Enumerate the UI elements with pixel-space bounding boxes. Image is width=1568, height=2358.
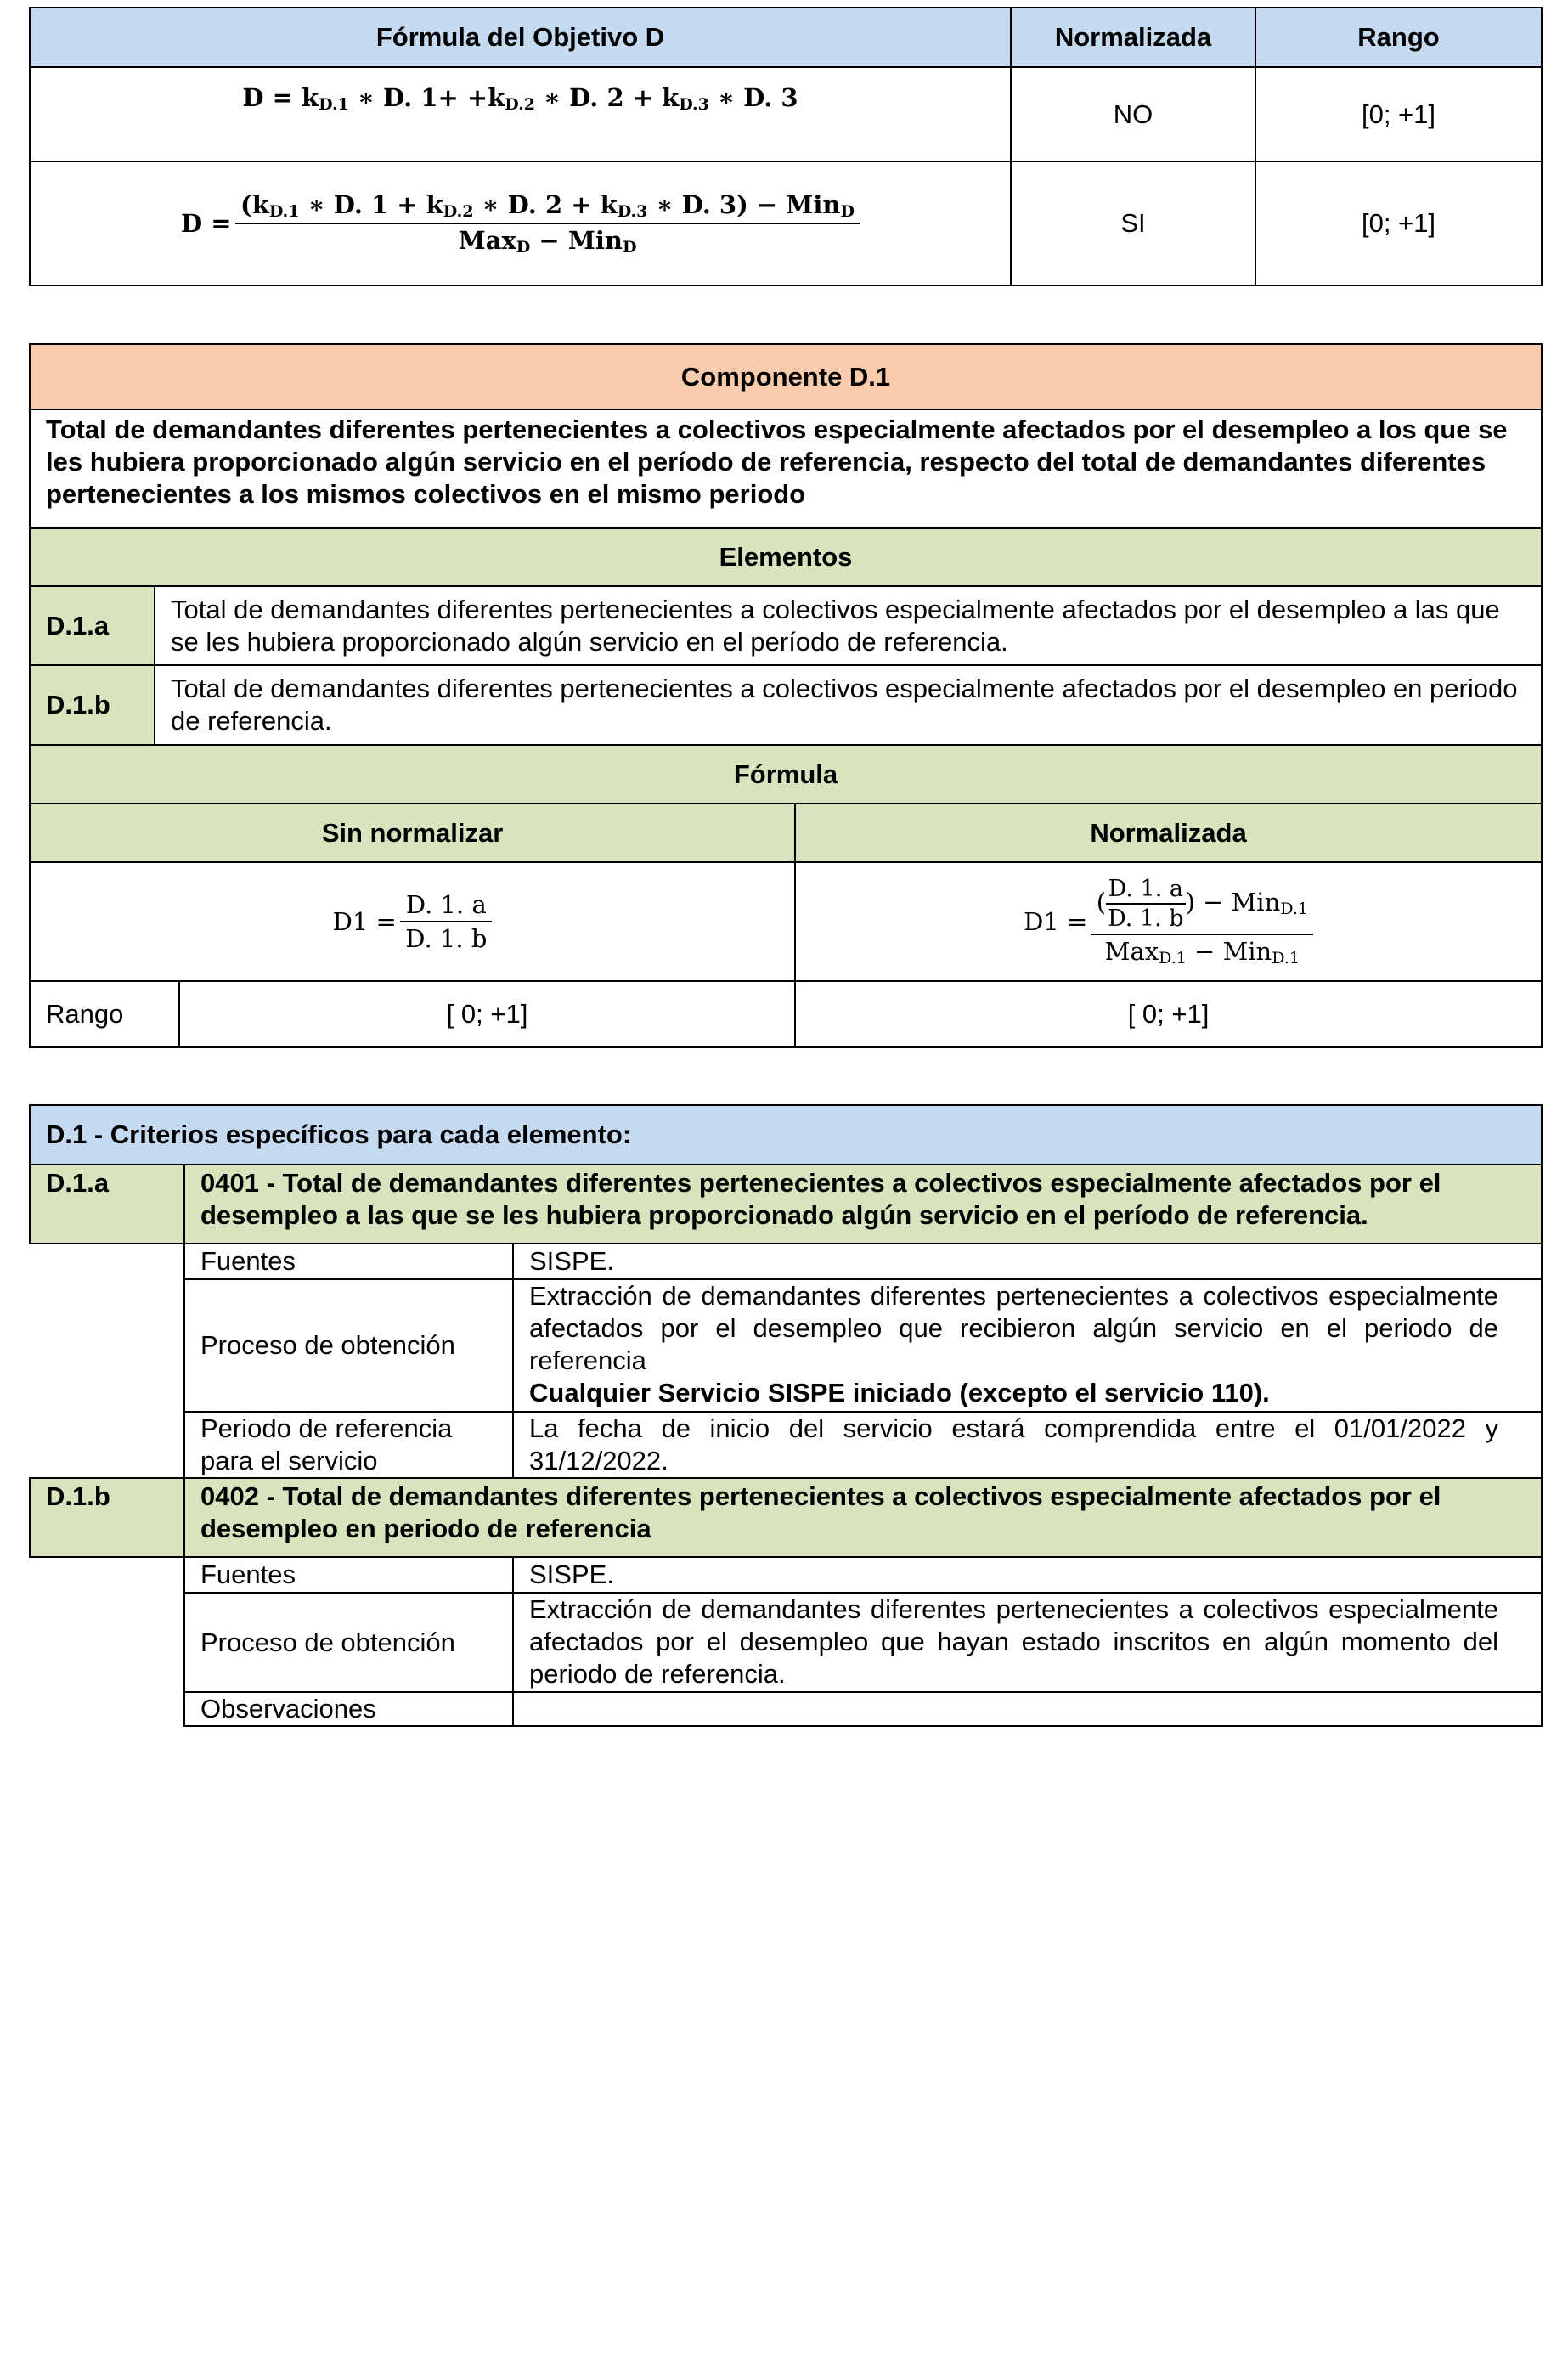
criterios-title: D.1 - Criterios específicos para cada elemento: [30,1105,1542,1165]
sin-normalizar-header: Sin normalizar [30,804,795,862]
rango-label: Rango [30,981,179,1047]
spacer [30,1692,184,1726]
header-formula: Fórmula del Objetivo D [30,8,1011,67]
observaciones-value-d1b [513,1692,1542,1726]
spacer [30,1557,184,1593]
proceso-value-d1b: Extracción de demandantes diferentes pertenecientes a colectivos especialmente afectados por el desempleo que hayan estado inscritos en algún momento del periodo de referencia. [513,1593,1542,1692]
periodo-value-d1a: La fecha de inicio del servicio estará comprendida entre el 01/01/2022 y 31/12/2022. [513,1412,1542,1478]
row2-rango: [0; +1] [1255,161,1542,285]
spacer [30,1279,184,1412]
formula-title: Fórmula [30,745,1542,804]
formula-d1-normalizada: D1 = ( $\frac{D. 1. a}{D. 1. b}$ ) − Min$_{D.1}$ Max$_{D.1}$ − Min$_{D.1}$ [795,862,1542,981]
proceso-label-d1b: Proceso de obtención [184,1593,513,1692]
spacer [30,1593,184,1692]
row1-rango: [0; +1] [1255,67,1542,161]
elemento-code-d1b: D.1.b [30,665,155,745]
proceso-value-d1a: Extracción de demandantes diferentes pertenecientes a colectivos especialmente afectados por el desempleo que recibieron algún servicio en el periodo de referencia Cualquier Servicio SISPE iniciado (excepto el servicio 110). [513,1279,1542,1412]
fuentes-value-d1b: SISPE. [513,1557,1542,1593]
criterio-code-d1a: D.1.a [30,1165,184,1244]
row1-normalizada: NO [1011,67,1255,161]
componente-d1-table [29,343,1543,1048]
periodo-label-d1a: Periodo de referencia para el servicio [184,1412,513,1478]
rango-sin-normalizar: [ 0; +1] [179,981,795,1047]
row2-normalizada: SI [1011,161,1255,285]
criterios-table [29,1104,1543,1727]
objetivo-d-table [29,7,1543,286]
formula-d1-sin-normalizar: D1 = $\frac{D. 1. a}{D. 1. b}$ [30,862,795,981]
fuentes-label-d1a: Fuentes [184,1244,513,1279]
criterio-heading-d1a: 0401 - Total de demandantes diferentes pertenecientes a colectivos especialmente afectados por el desempleo a las que se les hubiera proporcionado algún servicio en el período de referencia. [184,1165,1542,1244]
criterio-heading-d1b: 0402 - Total de demandantes diferentes pertenecientes a colectivos especialmente afectados por el desempleo en periodo de referencia [184,1478,1542,1557]
header-normalizada: Normalizada [1011,8,1255,67]
normalizada-header: Normalizada [795,804,1542,862]
fuentes-value-d1a: SISPE. [513,1244,1542,1279]
criterio-code-d1b: D.1.b [30,1478,184,1557]
fuentes-label-d1b: Fuentes [184,1557,513,1593]
spacer [30,1412,184,1478]
elemento-text-d1a: Total de demandantes diferentes pertenecientes a colectivos especialmente afectados por el desempleo a las que se les hubiera proporcionado algún servicio en el período de referencia. [155,586,1542,665]
observaciones-label-d1b: Observaciones [184,1692,513,1726]
elemento-code-d1a: D.1.a [30,586,155,665]
rango-normalizada: [ 0; +1] [795,981,1542,1047]
formula-objetivo-d-normalizada: D = $\frac{(k_{D.1} ∗ D. 1 + k_{D.2} ∗ D. 2 + k_{D.3} ∗ D. 3) - Min_D}{Max_D - Min_D}$ [30,161,1011,285]
componente-title: Componente D.1 [30,344,1542,409]
spacer [30,1244,184,1279]
proceso-label-d1a: Proceso de obtención [184,1279,513,1412]
componente-description: Total de demandantes diferentes pertenecientes a colectivos especialmente afectados por el desempleo a los que se les hubiera proporcionado algún servicio en el período de referencia, respecto del total de demandantes diferentes pertenecientes a los mismos colectivos en el mismo periodo [30,409,1542,528]
elemento-text-d1b: Total de demandantes diferentes pertenecientes a colectivos especialmente afectados por el desempleo en periodo de referencia. [155,665,1542,745]
formula-objetivo-d-no-normalizada: $D = k_{D.1}$ ∗ D. $1+ +k_{D.2}$ ∗ D. $2 + k_{D.3}$ ∗ D. 3 [30,67,1011,161]
header-rango: Rango [1255,8,1542,67]
elementos-title: Elementos [30,528,1542,586]
